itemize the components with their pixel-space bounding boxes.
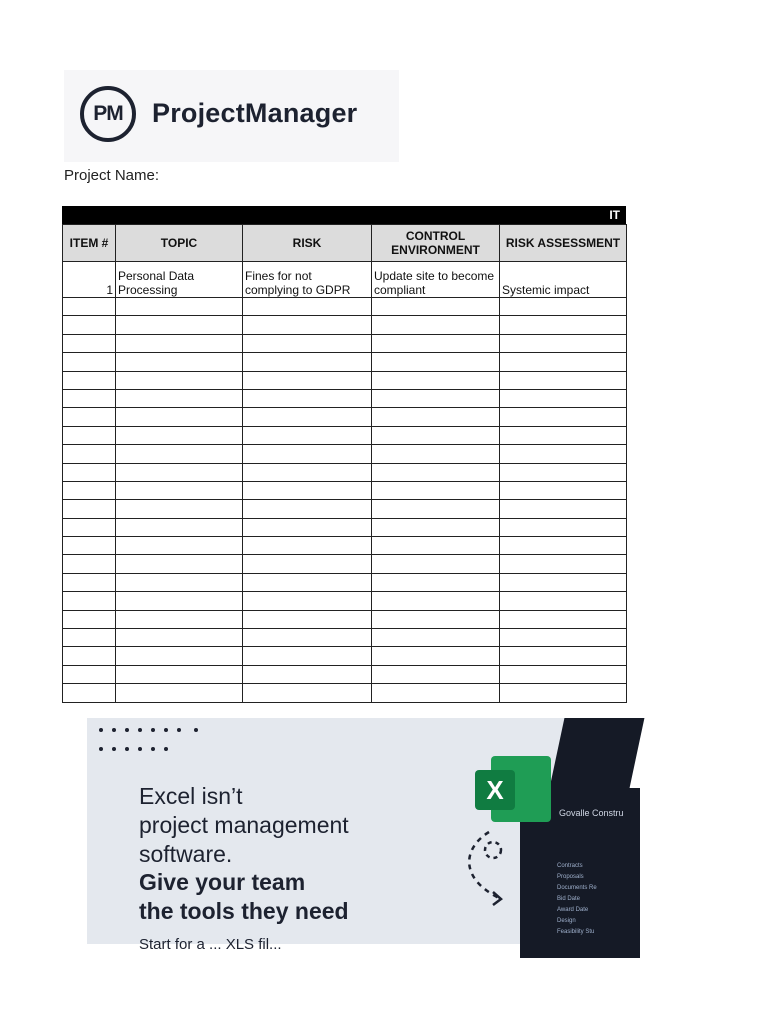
empty-cell[interactable]: [372, 298, 500, 316]
table-row: [63, 573, 627, 591]
table-row: [63, 684, 627, 702]
screen-project-title: Govalle Constru: [559, 808, 624, 818]
empty-cell[interactable]: [372, 353, 500, 371]
table-row: [63, 629, 627, 647]
empty-cell[interactable]: [500, 371, 627, 389]
logo-wordmark: ProjectManager: [152, 98, 358, 128]
empty-cell[interactable]: [500, 408, 627, 426]
empty-cell[interactable]: [116, 684, 243, 702]
dashed-arrow-icon: [459, 828, 519, 908]
table-row: [63, 610, 627, 628]
empty-cell[interactable]: [500, 555, 627, 573]
empty-cell[interactable]: [243, 555, 372, 573]
cell-risk[interactable]: Fines for not complying to GDPR: [243, 262, 372, 298]
empty-cell[interactable]: [500, 389, 627, 407]
excel-letter: X: [475, 770, 515, 810]
empty-cell[interactable]: [500, 518, 627, 536]
empty-cell[interactable]: [243, 389, 372, 407]
empty-cell[interactable]: [243, 426, 372, 444]
screen-row: Award Date: [557, 907, 589, 913]
empty-cell[interactable]: [116, 518, 243, 536]
ad-line-1: Excel isn’t: [139, 783, 243, 809]
table-row: [63, 353, 627, 371]
header-control-environment: CONTROL ENVIRONMENT: [372, 225, 500, 262]
empty-cell[interactable]: [116, 629, 243, 647]
empty-cell[interactable]: [500, 481, 627, 499]
empty-cell[interactable]: [500, 353, 627, 371]
screen-row: Contracts: [557, 863, 583, 869]
empty-cell[interactable]: [243, 445, 372, 463]
empty-cell[interactable]: [116, 353, 243, 371]
empty-cell[interactable]: [500, 334, 627, 352]
empty-cell[interactable]: [63, 334, 116, 352]
table-row: [63, 298, 627, 316]
empty-cell[interactable]: [243, 573, 372, 591]
empty-cell[interactable]: [243, 518, 372, 536]
empty-cell[interactable]: [63, 537, 116, 555]
empty-cell[interactable]: [243, 647, 372, 665]
empty-cell[interactable]: [63, 500, 116, 518]
cell-topic[interactable]: Personal Data Processing: [116, 262, 243, 298]
empty-cell[interactable]: [372, 573, 500, 591]
empty-cell[interactable]: [63, 665, 116, 683]
screen-row: Bid Date: [557, 896, 581, 902]
table-row: [63, 647, 627, 665]
empty-cell[interactable]: [372, 537, 500, 555]
empty-cell[interactable]: [500, 316, 627, 334]
empty-cell[interactable]: [63, 629, 116, 647]
empty-cell[interactable]: [372, 555, 500, 573]
ad-line-2: project management: [139, 812, 349, 838]
empty-cell[interactable]: [63, 684, 116, 702]
table-row: [63, 463, 627, 481]
table-row: [63, 665, 627, 683]
empty-cell[interactable]: [116, 389, 243, 407]
empty-cell[interactable]: [116, 610, 243, 628]
empty-cell[interactable]: [116, 647, 243, 665]
empty-cell[interactable]: [63, 573, 116, 591]
empty-cell[interactable]: [372, 426, 500, 444]
empty-cell[interactable]: [243, 684, 372, 702]
empty-cell[interactable]: [243, 334, 372, 352]
empty-cell[interactable]: [243, 298, 372, 316]
excel-icon: [475, 756, 551, 822]
empty-cell[interactable]: [372, 481, 500, 499]
empty-cell[interactable]: [372, 610, 500, 628]
project-name-label: Project Name:: [64, 167, 160, 184]
empty-cell[interactable]: [116, 463, 243, 481]
table-row: [63, 500, 627, 518]
empty-cell[interactable]: [63, 555, 116, 573]
screen-row: Proposals: [557, 874, 584, 880]
empty-cell[interactable]: [372, 629, 500, 647]
empty-cell[interactable]: [372, 371, 500, 389]
table-row: [63, 481, 627, 499]
empty-cell[interactable]: [500, 592, 627, 610]
empty-cell[interactable]: [243, 353, 372, 371]
empty-cell[interactable]: [116, 592, 243, 610]
table-row: [63, 426, 627, 444]
empty-cell[interactable]: [63, 445, 116, 463]
empty-cell[interactable]: [372, 684, 500, 702]
table-row: [63, 334, 627, 352]
header-topic: TOPIC: [116, 225, 243, 262]
empty-cell[interactable]: [500, 537, 627, 555]
decorative-dots: [99, 728, 209, 766]
empty-cell[interactable]: [63, 298, 116, 316]
empty-cell[interactable]: [243, 629, 372, 647]
header-risk: RISK: [243, 225, 372, 262]
table-row: [63, 262, 627, 298]
empty-cell[interactable]: [63, 316, 116, 334]
empty-cell[interactable]: [500, 684, 627, 702]
empty-cell[interactable]: [372, 463, 500, 481]
empty-cell[interactable]: [116, 555, 243, 573]
empty-cell[interactable]: [500, 445, 627, 463]
empty-cell[interactable]: [243, 408, 372, 426]
empty-cell[interactable]: [63, 610, 116, 628]
empty-cell[interactable]: [63, 426, 116, 444]
empty-cell[interactable]: [500, 647, 627, 665]
empty-cell[interactable]: [63, 647, 116, 665]
table-row: [63, 518, 627, 536]
sheet-section-bar: IT: [62, 206, 626, 224]
empty-cell[interactable]: [243, 500, 372, 518]
empty-cell[interactable]: [500, 610, 627, 628]
empty-cell[interactable]: [500, 665, 627, 683]
empty-cell[interactable]: [500, 500, 627, 518]
empty-cell[interactable]: [116, 316, 243, 334]
screen-row: Feasibility Stu: [557, 929, 595, 935]
empty-cell[interactable]: [372, 408, 500, 426]
laptop-lid: [550, 718, 645, 788]
empty-cell[interactable]: [243, 665, 372, 683]
empty-cell[interactable]: [372, 334, 500, 352]
header-item-number: ITEM #: [63, 225, 116, 262]
screen-row: Documents Re: [557, 885, 597, 891]
empty-cell[interactable]: [243, 537, 372, 555]
empty-cell[interactable]: [116, 573, 243, 591]
ad-line-3: software.: [139, 841, 233, 867]
cell-assessment[interactable]: Systemic impact: [500, 262, 627, 298]
header-risk-assessment: RISK ASSESSMENT: [500, 225, 627, 262]
cell-item[interactable]: 1: [63, 262, 116, 298]
empty-cell[interactable]: [116, 537, 243, 555]
empty-cell[interactable]: [500, 629, 627, 647]
empty-cell[interactable]: [500, 298, 627, 316]
empty-cell[interactable]: [63, 481, 116, 499]
empty-cell[interactable]: [116, 408, 243, 426]
table-row: [63, 555, 627, 573]
empty-cell[interactable]: [63, 518, 116, 536]
empty-cell[interactable]: [500, 463, 627, 481]
table-row: [63, 537, 627, 555]
table-row: [63, 389, 627, 407]
empty-cell[interactable]: [500, 426, 627, 444]
empty-cell[interactable]: [63, 592, 116, 610]
empty-cell[interactable]: [500, 573, 627, 591]
ad-cut-text: Start for a ... XLS fil...: [139, 936, 282, 953]
empty-cell[interactable]: [372, 592, 500, 610]
empty-cell[interactable]: [372, 316, 500, 334]
empty-cell[interactable]: [63, 371, 116, 389]
table-row: [63, 371, 627, 389]
cell-control[interactable]: Update site to become compliant: [372, 262, 500, 298]
pm-logo-mark: PM: [80, 86, 136, 142]
it-risk-assessment-sheet: [62, 206, 626, 703]
table-row: [63, 445, 627, 463]
promo-banner[interactable]: [87, 718, 626, 953]
empty-cell[interactable]: [116, 426, 243, 444]
projectmanager-logo: [64, 70, 399, 162]
empty-cell[interactable]: [63, 353, 116, 371]
empty-cell[interactable]: [372, 389, 500, 407]
empty-cell[interactable]: [243, 371, 372, 389]
ad-line-4: Give your team: [139, 869, 306, 895]
empty-cell[interactable]: [116, 500, 243, 518]
empty-cell[interactable]: [63, 408, 116, 426]
empty-cell[interactable]: [63, 463, 116, 481]
empty-cell[interactable]: [63, 389, 116, 407]
ad-line-5: the tools they need: [139, 898, 349, 924]
risk-table: [62, 224, 627, 703]
empty-cell[interactable]: [116, 445, 243, 463]
screen-row: Design: [557, 918, 576, 924]
table-row: [63, 408, 627, 426]
table-row: [63, 592, 627, 610]
empty-cell[interactable]: [243, 316, 372, 334]
table-row: [63, 316, 627, 334]
empty-cell[interactable]: [116, 481, 243, 499]
empty-cell[interactable]: [116, 371, 243, 389]
empty-cell[interactable]: [372, 647, 500, 665]
empty-cell[interactable]: [243, 481, 372, 499]
empty-cell[interactable]: [243, 463, 372, 481]
empty-cell[interactable]: [116, 665, 243, 683]
header-row: [63, 225, 627, 262]
empty-cell[interactable]: [243, 592, 372, 610]
empty-cell[interactable]: [372, 445, 500, 463]
empty-cell[interactable]: [116, 298, 243, 316]
empty-cell[interactable]: [372, 500, 500, 518]
empty-cell[interactable]: [372, 665, 500, 683]
empty-cell[interactable]: [243, 610, 372, 628]
empty-cell[interactable]: [372, 518, 500, 536]
empty-cell[interactable]: [116, 334, 243, 352]
